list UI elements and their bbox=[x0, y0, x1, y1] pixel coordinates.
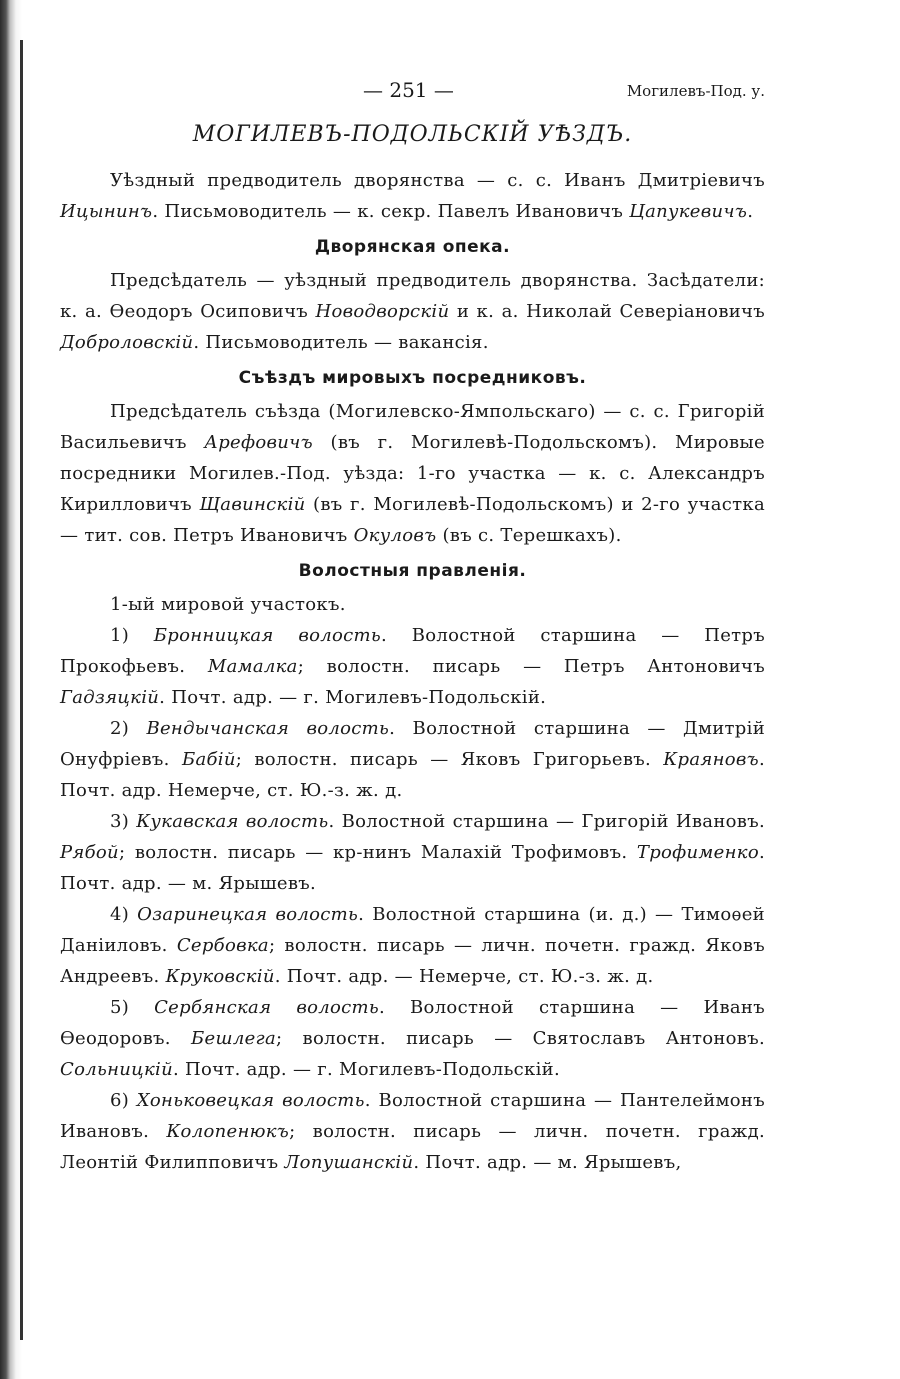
running-head-section: Могилевъ-Под. у. bbox=[626, 82, 765, 100]
volost-entry bbox=[60, 992, 765, 1085]
entry-text-3: . Почт. адр. Немерче, ст. Ю.-з. ж. д. bbox=[60, 749, 765, 801]
section-heading-opeka: Дворянская опека. bbox=[314, 237, 511, 257]
entry-text-3: . Почт. адр. — Немерче, ст. Ю.-з. ж. д. bbox=[274, 966, 654, 987]
entry-number: 5) bbox=[110, 997, 155, 1018]
entry-surname-1: Рябой bbox=[60, 842, 119, 863]
entry-surname-2: Краяновъ bbox=[663, 749, 759, 770]
entry-number: 6) bbox=[110, 1090, 137, 1111]
entry-text-3: . Почт. адр. — г. Могилевъ-Подольскій. bbox=[159, 687, 547, 708]
posredniki-text-3: (въ г. Могилевѣ-Подольскомъ) и 2-го участка — тит. сов. Петръ Ивановичъ bbox=[60, 494, 765, 546]
entry-text-1: . Волостной старшина (и. д.) — Тимоѳей Даніиловъ. bbox=[60, 904, 765, 956]
volost-entry bbox=[60, 806, 765, 899]
document-page bbox=[60, 78, 765, 1178]
binding-rule bbox=[20, 40, 23, 1340]
volost-entry bbox=[60, 1085, 765, 1178]
entry-text-2: ; волостн. писарь — личн. почетн. гражд. Яковъ Андреевъ. bbox=[60, 935, 765, 987]
opeka-text-1: Предсѣдатель — уѣздный предводитель дворянства. Засѣдатели: к. а. Ѳеодоръ Осиповичъ bbox=[60, 270, 765, 322]
volost-name: Кукавская волость bbox=[136, 811, 329, 832]
posredniki-surname-3: Окуловъ bbox=[353, 525, 437, 546]
entry-number: 4) bbox=[110, 904, 138, 925]
entry-text-2: ; волостн. писарь — кр-нинъ Малахій Трофимовъ. bbox=[118, 842, 637, 863]
entry-text-3: . Почт. адр. — м. Ярышевъ, bbox=[413, 1152, 682, 1173]
entry-surname-2: Круковскій bbox=[165, 966, 275, 987]
book-binding-edge bbox=[0, 0, 22, 1379]
entry-surname-2: Гадзяцкій bbox=[60, 687, 160, 708]
running-head bbox=[60, 78, 765, 112]
posredniki-paragraph bbox=[60, 396, 765, 551]
entry-text-2: ; волостн. писарь — личн. почетн. гражд. Леонтій Филипповичъ bbox=[60, 1121, 765, 1173]
opeka-paragraph bbox=[60, 265, 765, 358]
intro-paragraph bbox=[60, 165, 765, 227]
entry-text-1: . Волостной старшина — Петръ Прокофьевъ. bbox=[60, 625, 765, 677]
entry-text-2: ; волостн. писарь — Святославъ Антоновъ. bbox=[276, 1028, 765, 1049]
entry-number: 3) bbox=[110, 811, 137, 832]
entry-text-1: . Волостной старшина — Иванъ Ѳеодоровъ. bbox=[60, 997, 765, 1049]
volost-name: Хоньковецкая волость bbox=[136, 1090, 365, 1111]
volost-entry bbox=[60, 620, 765, 713]
volost-name: Сербянская волость bbox=[154, 997, 379, 1018]
entry-surname-1: Мамалка bbox=[207, 656, 298, 677]
entry-text-1: . Волостной старшина — Григорій Ивановъ. bbox=[328, 811, 765, 832]
intro-text-1: Уѣздный предводитель дворянства — с. с. Иванъ Дмитріевичъ bbox=[110, 170, 765, 191]
opeka-text-3: . Письмоводитель — вакансія. bbox=[193, 332, 489, 353]
entry-number: 1) bbox=[110, 625, 154, 646]
opeka-text-2: и к. а. Николай Северіановичъ bbox=[449, 301, 765, 322]
section-heading-posredniki: Съѣздъ мировыхъ посредниковъ. bbox=[238, 368, 587, 388]
volost-name: Озаринецкая волость bbox=[137, 904, 359, 925]
entry-text-1: . Волостной старшина — Пантелеймонъ Ивановъ. bbox=[60, 1090, 765, 1142]
intro-text-2: . Письмоводитель — к. секр. Павелъ Ивановичъ bbox=[152, 201, 630, 222]
entry-surname-2: Трофименко bbox=[636, 842, 759, 863]
entry-surname-2: Лопушанскій bbox=[284, 1152, 414, 1173]
intro-surname-2: Цапукевичъ bbox=[629, 201, 748, 222]
entry-surname-1: Бабій bbox=[181, 749, 236, 770]
intro-text-3: . bbox=[747, 201, 754, 222]
entry-number: 2) bbox=[110, 718, 147, 739]
posredniki-text-2: (въ г. Могилевѣ-Подольскомъ). Мировые посредники Могилев.-Под. уѣзда: 1-го участка — к. с. Александръ Кирилловичъ bbox=[60, 432, 765, 515]
page-title: МОГИЛЕВЪ-ПОДОЛЬСКІЙ УѢЗДЪ. bbox=[192, 122, 633, 147]
posredniki-text-4: (въ с. Терешкахъ). bbox=[436, 525, 622, 546]
volost-entry bbox=[60, 899, 765, 992]
posredniki-surname-2: Щавинскій bbox=[199, 494, 306, 515]
volost-name: Бронницкая волость bbox=[153, 625, 381, 646]
section-heading-volosti: Волостныя правленія. bbox=[298, 561, 527, 581]
entry-surname-2: Сольницкій bbox=[60, 1059, 173, 1080]
volosti-subheading: 1-ый мировой участокъ. bbox=[110, 594, 346, 615]
volost-entry bbox=[60, 713, 765, 806]
entry-text-2: ; волостн. писарь — Петръ Антоновичъ bbox=[297, 656, 765, 677]
volost-name: Вендычанская волость bbox=[146, 718, 390, 739]
entry-text-1: . Волостной старшина — Дмитрій Онуфріевъ. bbox=[60, 718, 765, 770]
posredniki-surname-1: Арефовичъ bbox=[204, 432, 313, 453]
intro-surname-1: Ицынинъ bbox=[60, 201, 153, 222]
entry-text-2: ; волостн. писарь — Яковъ Григорьевъ. bbox=[235, 749, 664, 770]
opeka-surname-2: Доброловскій bbox=[60, 332, 194, 353]
page-number: — 251 — bbox=[363, 78, 454, 102]
opeka-surname-1: Новодворскій bbox=[315, 301, 450, 322]
entry-text-3: . Почт. адр. — м. Ярышевъ. bbox=[60, 842, 765, 894]
posredniki-text-1: Предсѣдатель съѣзда (Могилевско-Ямпольскаго) — с. с. Григорій Васильевичъ bbox=[60, 401, 765, 453]
entry-text-3: . Почт. адр. — г. Могилевъ-Подольскій. bbox=[172, 1059, 560, 1080]
entry-surname-1: Колопенюкъ bbox=[166, 1121, 290, 1142]
entry-surname-1: Бешлега bbox=[191, 1028, 276, 1049]
entry-surname-1: Сербовка bbox=[176, 935, 269, 956]
